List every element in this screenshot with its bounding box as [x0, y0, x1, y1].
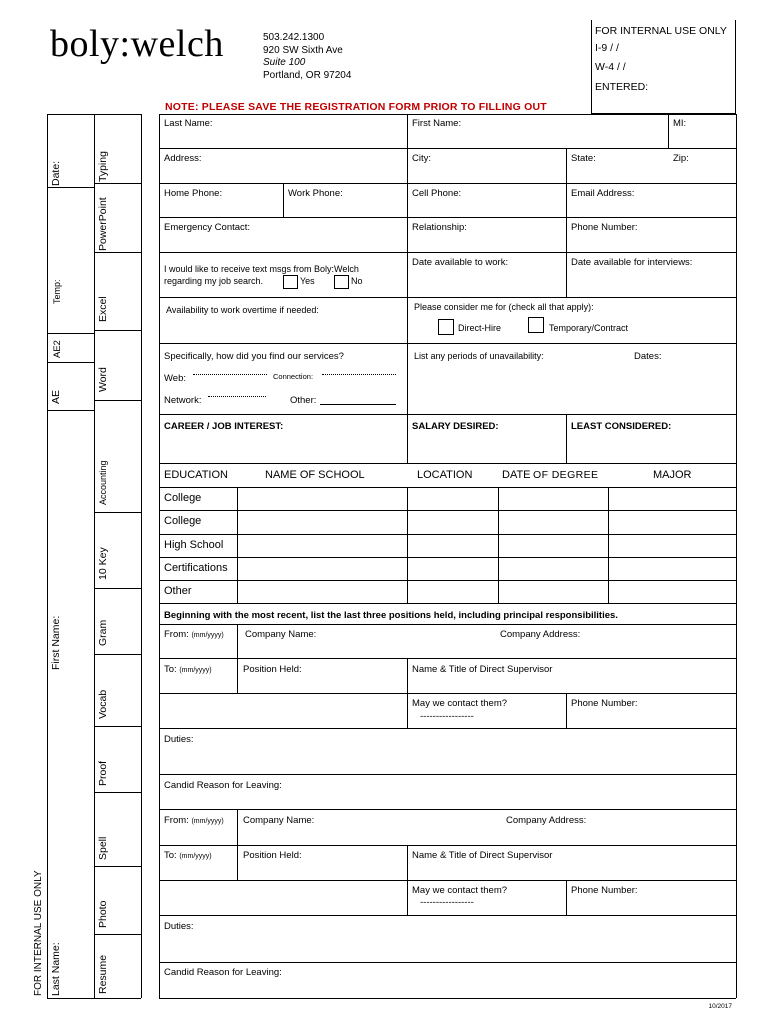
- w4-field[interactable]: W-4 / /: [595, 61, 626, 73]
- least-considered-label: LEAST CONSIDERED:: [571, 421, 672, 432]
- position2-contact-label: May we contact them?: [412, 885, 508, 896]
- education-row-college-1: College: [164, 492, 202, 504]
- web-line[interactable]: [193, 374, 267, 375]
- position2-duties-label: Duties:: [164, 921, 194, 932]
- text-msgs-yes-checkbox[interactable]: [283, 275, 298, 289]
- career-interest-label: CAREER / JOB INTEREST:: [164, 421, 284, 432]
- sidebar-date: Date:: [50, 160, 62, 186]
- overtime-label: Availability to work overtime if needed:: [166, 305, 319, 315]
- sidebar-first-name: First Name:: [50, 615, 62, 670]
- skill-resume: Resume: [97, 954, 109, 994]
- sidebar-internal-use: FOR INTERNAL USE ONLY: [33, 870, 44, 996]
- address-label: Address:: [164, 153, 202, 164]
- salary-desired-label: SALARY DESIRED:: [412, 421, 499, 432]
- company-suite: Suite 100: [263, 57, 306, 68]
- other-source-line[interactable]: [320, 404, 396, 405]
- education-row-college-2: College: [164, 515, 202, 527]
- sidebar-ae2: AE2: [52, 340, 63, 358]
- internal-use-box: [591, 20, 736, 114]
- email-label: Email Address:: [571, 188, 635, 199]
- position2-phone-label: Phone Number:: [571, 885, 638, 896]
- position2-company-address-label: Company Address:: [506, 815, 587, 826]
- position1-to-label: To: (mm/yyyy): [164, 664, 212, 675]
- internal-use-title: FOR INTERNAL USE ONLY: [595, 25, 727, 37]
- employment-intro: Beginning with the most recent, list the last three positions held, including principal responsibilities.: [164, 610, 618, 621]
- first-name-label: First Name:: [412, 118, 462, 129]
- city-label: City:: [412, 153, 431, 164]
- relationship-label: Relationship:: [412, 222, 467, 233]
- cell-phone-label: Cell Phone:: [412, 188, 462, 199]
- position2-supervisor-label: Name & Title of Direct Supervisor: [412, 850, 553, 861]
- education-row-high-school: High School: [164, 539, 224, 551]
- position1-phone-label: Phone Number:: [571, 698, 638, 709]
- skill-word: Word: [97, 367, 109, 392]
- company-phone: 503.242.1300: [263, 32, 325, 43]
- last-name-label: Last Name:: [164, 118, 213, 129]
- of-degree-header: OF DEGREE: [533, 469, 599, 481]
- sidebar-temp: Temp:: [52, 279, 62, 304]
- company-street: 920 SW Sixth Ave: [263, 44, 343, 56]
- education-row-certifications: Certifications: [164, 562, 228, 574]
- skill-proof: Proof: [97, 760, 109, 786]
- position1-reason-label: Candid Reason for Leaving:: [164, 780, 282, 791]
- skill-gram: Gram: [97, 619, 109, 646]
- skill-10-key: 10 Key: [97, 547, 109, 580]
- save-note: NOTE: PLEASE SAVE THE REGISTRATION FORM PRIOR TO FILLING OUT: [165, 101, 547, 113]
- date-available-interviews-label: Date available for interviews:: [571, 257, 693, 268]
- network-label: Network:: [164, 395, 202, 406]
- position2-to-label: To: (mm/yyyy): [164, 850, 212, 861]
- connection-line[interactable]: [322, 374, 396, 375]
- position1-position-label: Position Held:: [243, 664, 302, 675]
- position2-from-label: From: (mm/yyyy): [164, 815, 224, 826]
- skill-accounting: Accounting: [98, 460, 108, 505]
- skill-spell: Spell: [97, 836, 109, 860]
- text-msgs-label-1: I would like to receive text msgs from Boly:Welch: [164, 264, 359, 274]
- connection-label: Connection:: [273, 372, 314, 381]
- emergency-phone-label: Phone Number:: [571, 222, 638, 233]
- text-msgs-no-checkbox[interactable]: [334, 275, 349, 289]
- mi-label: MI:: [673, 118, 687, 129]
- direct-hire-checkbox[interactable]: [438, 319, 454, 335]
- position1-company-name-label: Company Name:: [245, 629, 317, 640]
- position1-duties-label: Duties:: [164, 734, 194, 745]
- skill-photo: Photo: [97, 900, 109, 928]
- skill-typing: Typing: [97, 151, 109, 182]
- skill-vocab: Vocab: [97, 689, 109, 719]
- other-source-label: Other:: [290, 395, 317, 406]
- position2-position-label: Position Held:: [243, 850, 302, 861]
- position2-reason-label: Candid Reason for Leaving:: [164, 967, 282, 978]
- skill-excel: Excel: [97, 296, 109, 322]
- how-found-label: Specifically, how did you find our services?: [164, 351, 344, 362]
- boly-welch-logo: boly:welch: [50, 23, 224, 65]
- date-header: DATE: [502, 469, 531, 481]
- text-msgs-no-label: No: [351, 276, 363, 286]
- temp-contract-label: Temporary/Contract: [549, 323, 629, 333]
- text-msgs-yes-label: Yes: [300, 276, 315, 286]
- sidebar-ae: AE: [50, 389, 62, 404]
- i9-field[interactable]: I-9 / /: [595, 42, 619, 54]
- home-phone-label: Home Phone:: [164, 188, 223, 199]
- web-label: Web:: [164, 373, 187, 384]
- position1-supervisor-label: Name & Title of Direct Supervisor: [412, 664, 553, 675]
- education-header: EDUCATION: [164, 469, 228, 481]
- position1-contact-line[interactable]: -----------------: [420, 711, 474, 722]
- date-available-work-label: Date available to work:: [412, 257, 509, 268]
- company-address: [263, 32, 351, 82]
- zip-label: Zip:: [673, 153, 689, 164]
- skill-powerpoint: PowerPoint: [97, 197, 109, 251]
- position1-from-label: From: (mm/yyyy): [164, 629, 224, 640]
- consider-label: Please consider me for (check all that apply):: [414, 302, 594, 312]
- work-phone-label: Work Phone:: [288, 188, 343, 199]
- sidebar-last-name: Last Name:: [50, 942, 62, 996]
- entered-field[interactable]: ENTERED:: [595, 81, 649, 93]
- unavailability-label: List any periods of unavailability:: [414, 351, 544, 361]
- temp-contract-checkbox[interactable]: [528, 317, 544, 333]
- company-city: Portland, OR 97204: [263, 69, 352, 81]
- emergency-contact-label: Emergency Contact:: [164, 222, 251, 233]
- school-header: NAME OF SCHOOL: [265, 469, 365, 481]
- education-row-other: Other: [164, 585, 192, 597]
- position1-company-address-label: Company Address:: [500, 629, 581, 640]
- network-line[interactable]: [208, 396, 266, 397]
- position2-company-name-label: Company Name:: [243, 815, 315, 826]
- form-version: 10/2017: [708, 1003, 732, 1010]
- direct-hire-label: Direct-Hire: [458, 323, 502, 333]
- text-msgs-label-2: regarding my job search.: [164, 276, 264, 286]
- location-header: LOCATION: [417, 469, 473, 481]
- position2-contact-line[interactable]: -----------------: [420, 897, 474, 908]
- position1-contact-label: May we contact them?: [412, 698, 508, 709]
- major-header: MAJOR: [653, 469, 692, 481]
- state-label: State:: [571, 153, 596, 164]
- unavailability-dates-label: Dates:: [634, 351, 662, 362]
